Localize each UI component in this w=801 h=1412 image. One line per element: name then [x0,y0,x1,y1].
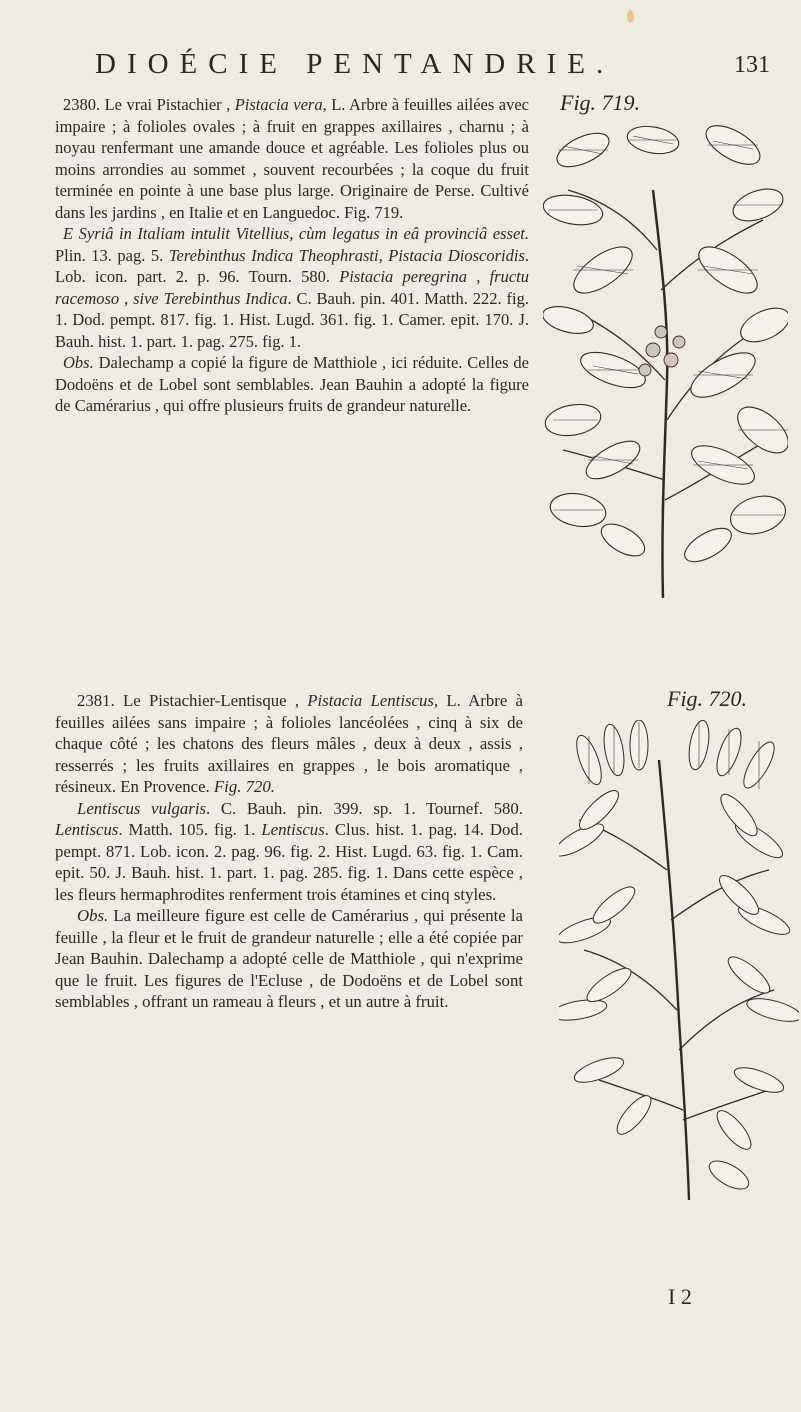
quote-source: Plin. 13. pag. 5. [55,245,164,265]
description: Arbre à feuilles ailées avec impaire ; à folioles ovales ; à fruit en grappes axillaires , charnu ; à noyau renfermant une amande douce et agréable. Les folioles plus ou moins arrondies au sommet , souvent recourbées ; la coque du fruit terminée en pointe à une base plus large. Originaire de Perse. Cultivé dans les jardins , en Italie et en Languedoc. [55,95,529,222]
figure-719-caption: Fig. 719. [560,90,641,115]
entry-2381: 2381. Le Pistachier-Lentisque , Pistacia Lentiscus, L. Arbre à feuilles ailées sans impaire ; à folioles lancéolées , cinq à six de chaque côté ; les chatons des fleurs mâles , deux à deux , assis , resserrés ; les fruits axillaires en grappes , le bois aromatique , résineux. En Provence. Fig. 720. Lentiscus vulgaris. C. Bauh. pin. 399. sp. 1. Tournef. 580. Lentiscus. Matth. 105. fig. 1. Lentiscus. Clus. hist. 1. pag. 14. Dod. pempt. 871. Lob. icon. 2. pag. 96. fig. 2. Hist. Lugd. 63. fig. 1. Cam. epit. 50. J. Bauh. hist. 1. part. 1. pag. 285. fig. 1. Dans cette espèce , les fleurs hermaphrodites renferment trois étamines et cinq styles. Obs. La meilleure figure est celle de Camérarius , qui présente la feuille , la fleur et le fruit de grandeur naturelle ; elle a été copiée par Jean Bauhin. Dalechamp a adopté celle de Matthiole , qui n'exprime que le fruit. Les figures de l'Ecluse , de Dodoëns et de Lobel sont semblables , offrant un rameau à fleurs , et un autre à fruit. [55,691,523,1011]
observation-text: Dalechamp a copié la figure de Matthiole , ici réduite. Celles de Dodoëns et de Lobel sont semblables. Jean Bauhin a adopté la figure de Camérarius , qui offre plusieurs fruits de grandeur naturelle. [55,353,529,415]
observation-text: La meilleure figure est celle de Camérarius , qui présente la feuille , la fleur et le fruit de grandeur naturelle ; elle a été copiée par Jean Bauhin. Dalechamp a adopté celle de Matthiole , qui n'exprime que le fruit. Les figures de l'Ecluse , de Dodoëns et de Lobel sont semblables , offrant un rameau à fleurs , et un autre à fruit. [55,906,523,1011]
synonym: Pistacia peregrina , fructu racemoso , sive Terebinthus Indica [55,267,530,308]
description: Arbre à feuilles ailées sans impaire ; à folioles lancéolées , cinq à six de chaque côté ; les chatons des fleurs mâles , deux à deux , assis , resserrés ; les fruits axillaires en grappes , le bois aromatique , résineux. En Provence. [55,691,523,796]
entry-number: 2381. [77,691,115,710]
page-number: 131 [734,52,770,78]
references: . C. Bauh. pin. 401. Matth. 222. fig. 1. Dod. pempt. 817. fig. 1. Hist. Lugd. 361. fig. 1. Camer. epit. 170. J. Bauh. hist. 1. part. 1. pag. 275. fig. 1. [55,288,529,351]
references: . Matth. 105. fig. 1. [118,820,256,839]
latin-name: Pistacia Lentiscus [307,691,434,710]
synonym: Lentiscus [55,820,119,839]
references: . Lob. icon. part. 2. p. 96. Tourn. 580. [55,245,530,286]
running-title: DIOÉCIE PENTANDRIE. [95,48,615,80]
pistachio-branch-engraving-icon [543,120,788,605]
synonym: Pistacia Dioscoridis [388,245,525,265]
figure-reference: Fig. 720. [213,777,275,796]
signature-mark: I 2 [668,1284,692,1309]
vernacular-name: Le Pistachier-Lentisque , [123,691,308,710]
obs-label: Obs. [77,906,109,925]
pliny-quote: E Syriâ in Italiam intulit Vitellius, cùm legatus in eâ provinciâ esset. [63,224,529,243]
author-abbrev: L. [446,691,461,710]
figure-720-caption: Fig. 720. [667,686,748,711]
entry-2380: 2380. Le vrai Pistachier , Pistacia vera, L. Arbre à feuilles ailées avec impaire ; à folioles ovales ; à fruit en grappes axillaires , charnu ; à noyau renfermant une amande douce et agréable. Les folioles plus ou moins arrondies au sommet , souvent recourbées ; la coque du fruit terminée en pointe à une base plus large. Originaire de Perse. Cultivé dans les jardins , en Italie et en Languedoc. Fig. 719. E Syriâ in Italiam intulit Vitellius, cùm legatus in eâ provinciâ esset. Plin. 13. pag. 5. Terebinthus Indica Theophrasti, Pistacia Dioscoridis. Lob. icon. part. 2. p. 96. Tourn. 580. Pistacia peregrina , fructu racemoso , sive Terebinthus Indica. C. Bauh. pin. 401. Matth. 222. fig. 1. Dod. pempt. 817. fig. 1. Hist. Lugd. 361. fig. 1. Camer. epit. 170. J. Bauh. hist. 1. part. 1. pag. 275. fig. 1. Obs. Dalechamp a copié la figure de Matthiole , ici réduite. Celles de Dodoëns et de Lobel sont semblables. Jean Bauhin a adopté la figure de Camérarius , qui offre plusieurs fruits de grandeur naturelle. [55,95,530,415]
vernacular-name: Le vrai Pistachier , [104,95,235,114]
synonym: Lentiscus vulgaris [77,798,207,818]
paper-stain [627,10,634,23]
separator: , [378,245,389,265]
lentisk-branch-engraving-icon [559,720,799,1205]
references: . C. Bauh. pin. 399. sp. 1. Tournef. 580. [206,798,523,818]
synonym: Lentiscus [261,820,325,839]
synonym: Terebinthus Indica Theophrasti [168,245,379,265]
latin-name: Pistacia vera [234,95,323,114]
author-abbrev: L. [331,95,346,114]
entry-number: 2380. [63,95,101,114]
figure-reference: Fig. 719. [344,202,404,222]
obs-label: Obs. [63,353,94,372]
references: . Clus. hist. 1. pag. 14. Dod. pempt. 871. Lob. icon. 2. pag. 96. fig. 2. Hist. Lugd. 63. fig. 1. Cam. epit. 50. J. Bauh. hist. 1. part. 1. pag. 285. fig. 1. Dans cette espèce , les fleurs hermaphrodites renferment trois étamines et cinq styles. [55,820,523,904]
